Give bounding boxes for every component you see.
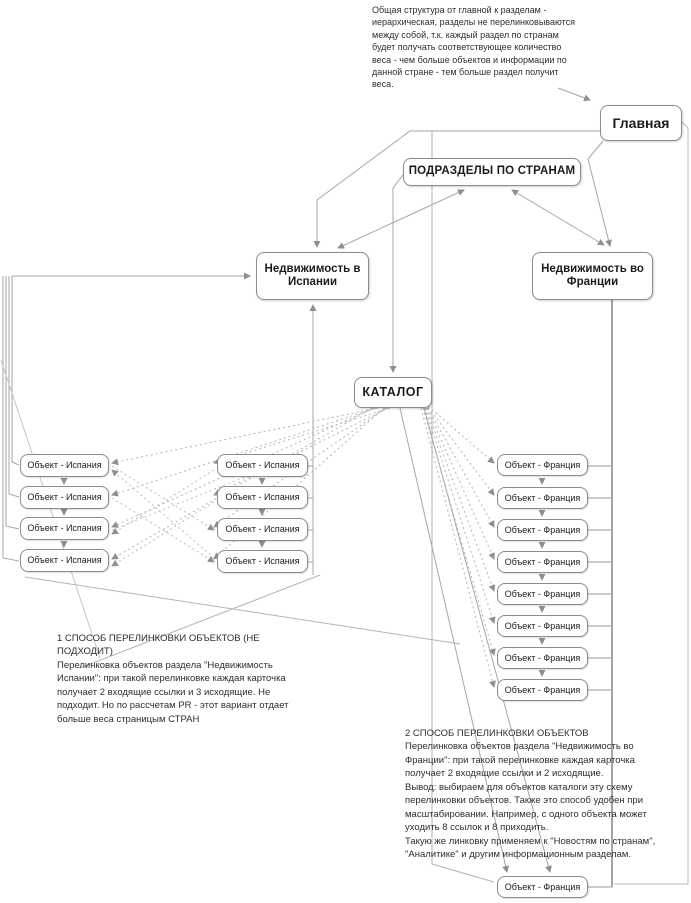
node-france-object[interactable]: Объект - Франция bbox=[497, 519, 588, 541]
node-france-object[interactable]: Объект - Франция bbox=[497, 876, 588, 898]
node-france-section[interactable]: Недвижимость во Франции bbox=[532, 252, 653, 300]
node-spain-object[interactable]: Объект - Испания bbox=[217, 518, 308, 541]
node-spain-object[interactable]: Объект - Испания bbox=[20, 517, 109, 540]
node-spain-section[interactable]: Недвижимость в Испании bbox=[256, 252, 369, 300]
node-spain-object[interactable]: Объект - Испания bbox=[217, 454, 308, 477]
note-scheme1-title: 1 СПОСОБ ПЕРЕЛИНКОВКИ ОБЪЕКТОВ (НЕ ПОДХОДИТ) bbox=[57, 633, 260, 658]
node-spain-object[interactable]: Объект - Испания bbox=[217, 550, 308, 573]
node-france-object[interactable]: Объект - Франция bbox=[497, 679, 588, 701]
note-scheme2-title: 2 СПОСОБ ПЕРЕЛИНКОВКИ ОБЪЕКТОВ bbox=[405, 728, 589, 739]
node-france-object[interactable]: Объект - Франция bbox=[497, 454, 588, 476]
note-scheme2[interactable] bbox=[405, 727, 673, 862]
node-france-object[interactable]: Объект - Франция bbox=[497, 647, 588, 669]
node-france-object[interactable]: Объект - Франция bbox=[497, 487, 588, 509]
node-catalog[interactable]: КАТАЛОГ bbox=[354, 377, 432, 408]
node-spain-object[interactable]: Объект - Испания bbox=[20, 454, 109, 477]
node-france-object[interactable]: Объект - Франция bbox=[497, 551, 588, 573]
node-france-object[interactable]: Объект - Франция bbox=[497, 583, 588, 605]
note-scheme1-body: Перелинковка объектов раздела "Недвижимость Испании": при такой перелинковке каждая карточка получает 2 входящие ссылки и 3 исходящие. Не подходит. Но по рассчетам PR - этот вариант отдает больше веса страницым СТРАН bbox=[57, 659, 289, 725]
node-spain-object[interactable]: Объект - Испания bbox=[20, 549, 109, 572]
note-scheme2-body-1: Перелинковка объектов раздела "Недвижимость во Франции": при такой перелинковке каждая карточка получает 2 входящие ссылки и 2 исходящие. bbox=[405, 741, 635, 780]
node-spain-object[interactable]: Объект - Испания bbox=[217, 486, 308, 509]
note-structure[interactable]: Общая структура от главной к разделам - иерархическая, разделы не перелинковываются между собой, т.к. каждый раздел по странам будет получать соответствующее количество веса - чем больше объектов и информации по данной стране - тем больше раздел получит веса. bbox=[372, 5, 575, 90]
node-subsections[interactable]: ПОДРАЗДЕЛЫ ПО СТРАНАМ bbox=[403, 158, 581, 186]
node-spain-object[interactable]: Объект - Испания bbox=[20, 486, 109, 509]
node-france-object[interactable]: Объект - Франция bbox=[497, 615, 588, 637]
note-scheme2-body-3: Такую же линковку применяем к "Новостям по странам", "Аналитике" и другим информационным разделам. bbox=[405, 835, 656, 861]
node-home[interactable]: Главная bbox=[600, 105, 682, 141]
note-scheme1[interactable] bbox=[57, 632, 313, 726]
note-scheme2-body-2: Вывод: выбираем для объектов каталоги эту схему перелинковки объектов. Также это способ удобен при масштабировании. Например, с одного объекта может уходить 8 ссылок и 8 приходить. bbox=[405, 781, 647, 834]
